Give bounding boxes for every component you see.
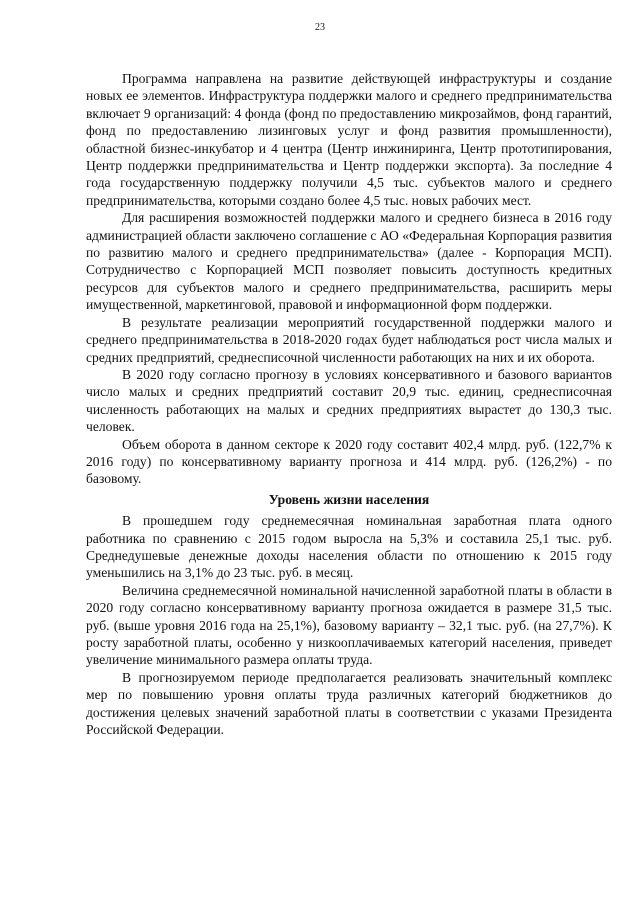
paragraph-infrastructure: Программа направлена на развитие действующей инфраструктуры и создание новых ее элементов. Инфраструктура поддержки малого и среднего предпринимательства включает 9 организаций: 4 фонда (фонд по предоставлению микрозаймов, фонд гарантий, фонд по предоставлению лизинговых услуг и фонд развития промышленности), областной бизнес-инкубатор и 4 центра (Центр инжиниринга, Центр прототипирования, Центр поддержки предпринимательства и Центр поддержки экспорта). За последние 4 года государственную поддержку получили 4,5 тыс. субъектов малого и среднего предпринимательства, которыми создано более 4,5 тыс. новых рабочих мест. [86, 71, 612, 208]
page-number: 23 [315, 22, 325, 33]
section-heading-living-standards: Уровень жизни населения [268, 491, 430, 507]
paragraph-wages-forecast: Величина среднемесячной номинальной начисленной заработной платы в области в 2020 году согласно консервативному варианту прогноза ожидается в размере 31,5 тыс. руб. (выше уровня 2016 года на 25,1%), базовому варианту – 32,1 тыс. руб. (на 27,7%). К росту заработной платы, особенно у низкооплачиваемых категорий населения, приведет увеличение минимального размера оплаты труда. [86, 582, 612, 668]
paragraph-wages-last-year: В прошедшем году среднемесячная номинальная заработная плата одного работника по сравнению с 2015 годом выросла на 5,3% и составила 25,1 тыс. руб. Среднедушевые денежные доходы населения области по отношению к 2015 году уменьшились на 3,1% до 23 тыс. руб. в месяц. [86, 513, 612, 581]
paragraph-public-sector-pay: В прогнозируемом периоде предполагается реализовать значительный комплекс мер по повышению уровня оплаты труда различных категорий бюджетников до достижения целевых значений заработной платы в соответствии с указами Президента Российской Федерации. [86, 669, 612, 738]
paragraph-turnover: Объем оборота в данном секторе к 2020 году составит 402,4 млрд. руб. (122,7% к 2016 году) по консервативному варианту прогноза и 414 млрд. руб. (126,2%) - по базовому. [86, 436, 612, 487]
paragraph-corporation-msp: Для расширения возможностей поддержки малого и среднего бизнеса в 2016 году администрацией области заключено соглашение с АО «Федеральная Корпорация развития по развитию малого и среднего предпринимательства» (далее - Корпорация МСП). Сотрудничество с Корпорацией МСП позволяет повысить доступность кредитных ресурсов для субъектов малого и среднего предпринимательства, расширить меры имущественной, маркетинговой, правовой и информационной форм поддержки. [86, 210, 612, 313]
page-content [86, 70, 612, 738]
paragraph-support-results: В результате реализации мероприятий государственной поддержки малого и среднего предпринимательства в 2018-2020 годах будет наблюдаться рост числа малых и средних предприятий, среднесписочной численности работающих на них и их оборота. [86, 314, 612, 365]
paragraph-forecast-2020: В 2020 году согласно прогнозу в условиях консервативного и базового вариантов число малых и средних предприятий составит 20,9 тыс. единиц, среднесписочная численность работающих на малых и средних предприятиях вырастет до 130,3 тыс. человек. [86, 366, 612, 435]
